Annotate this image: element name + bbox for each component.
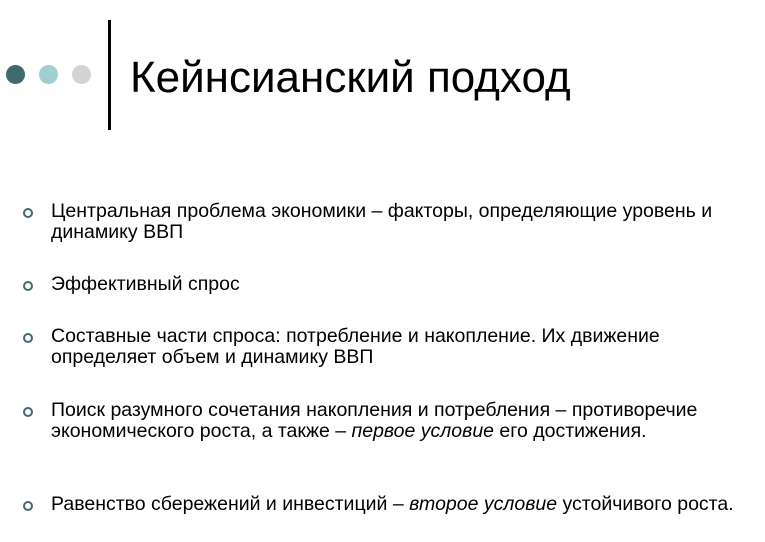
bullet-circle-icon xyxy=(23,281,33,291)
bullet-text: Составные части спроса: потребление и накопление. Их движение определяет объем и динамику ВВП xyxy=(51,325,660,368)
bullet-emphasis: второе условие xyxy=(409,493,558,515)
decorative-dot-grey xyxy=(72,65,91,84)
bullet-circle-icon xyxy=(23,333,33,343)
bullet-text: Эффективный спрос xyxy=(51,273,240,295)
bullet-circle-icon xyxy=(23,501,33,511)
bullet-text xyxy=(51,400,756,442)
bullet-circle-icon xyxy=(23,407,33,417)
slide-title: Кейнсианский подход xyxy=(130,53,571,102)
bullet-text-start: Поиск разумного сочетания накопления и потребления – противоречие экономического роста, а также – xyxy=(51,399,698,442)
bullet-circle-icon xyxy=(23,208,33,218)
bullet-text xyxy=(51,494,756,515)
decorative-dot-light xyxy=(39,65,58,84)
bullet-text-start: Равенство сбережений и инвестиций – xyxy=(51,493,410,515)
bullet-text-end: устойчивого роста. xyxy=(557,493,734,515)
bullet-text: Центральная проблема экономики – факторы, определяющие уровень и динамику ВВП xyxy=(51,200,713,243)
bullet-emphasis: первое условие xyxy=(351,420,495,442)
bullet-text-end: его достижения. xyxy=(494,420,647,442)
decorative-dot-dark xyxy=(6,65,25,84)
title-divider xyxy=(108,20,111,130)
